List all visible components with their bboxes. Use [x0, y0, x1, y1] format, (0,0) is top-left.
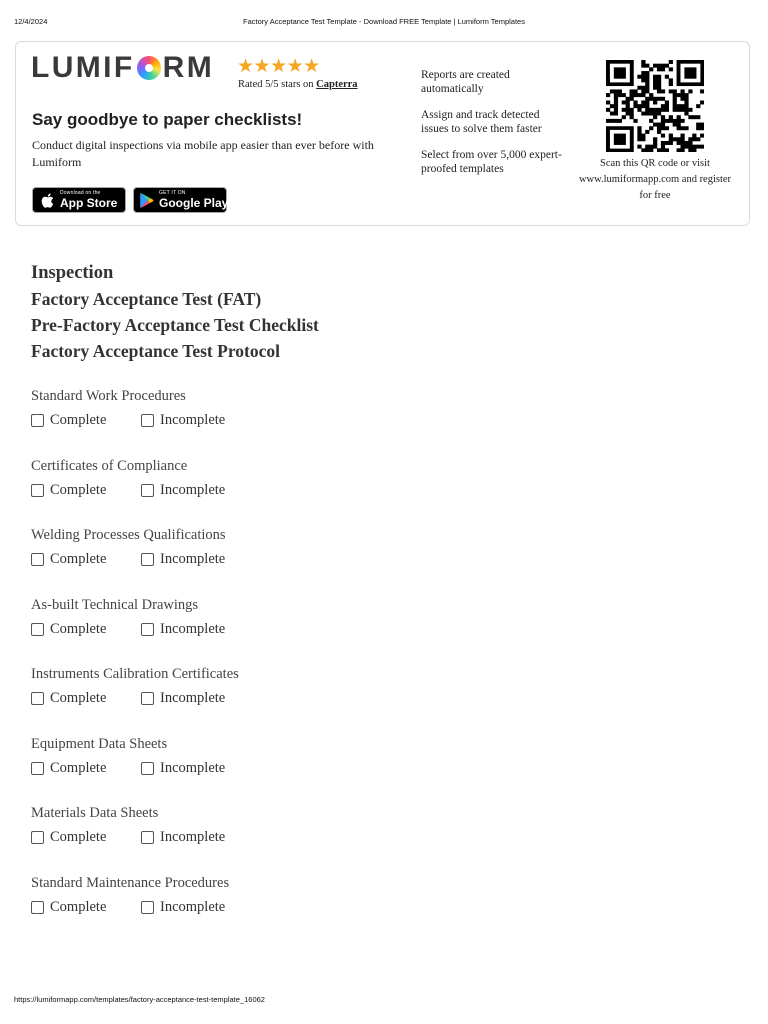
feature-item: Assign and track detected issues to solve them faster	[421, 109, 542, 135]
answer-options	[31, 551, 431, 568]
logo-text-left: LUMIF	[31, 51, 135, 84]
option-complete[interactable]	[31, 551, 141, 568]
checkbox[interactable]	[141, 762, 154, 775]
checklist-item	[31, 664, 431, 734]
checkbox[interactable]	[31, 623, 44, 636]
checkbox[interactable]	[141, 553, 154, 566]
checkbox[interactable]	[141, 901, 154, 914]
answer-options	[31, 482, 431, 499]
question-label: Equipment Data Sheets	[31, 735, 168, 752]
checklist	[31, 386, 431, 942]
question-label: Instruments Calibration Certificates	[31, 666, 239, 682]
print-date: 12/4/2024	[14, 17, 48, 26]
app-store-button[interactable]	[32, 187, 126, 213]
question-label: Standard Work Procedures	[31, 388, 186, 404]
option-incomplete[interactable]	[141, 551, 251, 568]
option-complete[interactable]	[31, 760, 141, 777]
logo-text-right: RM	[162, 51, 215, 84]
option-complete[interactable]	[31, 829, 141, 846]
capterra-link[interactable]: Capterra	[316, 79, 358, 90]
question-label: Welding Processes Qualifications	[31, 527, 226, 543]
qr-code-icon[interactable]	[606, 60, 704, 152]
option-incomplete[interactable]	[141, 412, 251, 429]
option-incomplete[interactable]	[141, 899, 251, 916]
checklist-item	[31, 525, 431, 595]
rating-stars-icon: ★★★★★	[237, 56, 320, 77]
google-play-big-label: Google Play	[159, 196, 229, 210]
template-name: Factory Acceptance Test Protocol	[31, 341, 280, 361]
checkbox[interactable]	[31, 414, 44, 427]
checklist-item	[31, 873, 431, 943]
question-label: Standard Maintenance Procedures	[31, 874, 230, 891]
checkbox[interactable]	[141, 414, 154, 427]
question-label: As-built Technical Drawings	[31, 596, 199, 613]
print-header	[14, 17, 754, 29]
checkbox[interactable]	[31, 553, 44, 566]
checkbox[interactable]	[141, 692, 154, 705]
option-label: Complete	[50, 551, 107, 567]
app-store-big-label: App Store	[60, 196, 118, 210]
option-complete[interactable]	[31, 482, 141, 499]
google-play-small-label: GET IT ON	[159, 190, 186, 196]
option-label: Incomplete	[160, 620, 226, 637]
print-title: Factory Acceptance Test Template - Download FREE Template | Lumiform Templates	[243, 17, 525, 26]
option-label: Incomplete	[160, 829, 226, 845]
rating-label: Rated 5/5 stars on	[238, 79, 314, 90]
checkbox[interactable]	[31, 901, 44, 914]
checkbox[interactable]	[31, 831, 44, 844]
checklist-item	[31, 386, 431, 456]
checkbox[interactable]	[31, 692, 44, 705]
option-label: Complete	[50, 412, 107, 428]
feature-item: Select from over 5,000 expert-proofed templates	[421, 149, 562, 175]
checklist-item	[31, 803, 431, 873]
option-label: Incomplete	[160, 412, 226, 428]
google-play-button[interactable]	[133, 187, 227, 213]
option-complete[interactable]	[31, 621, 141, 638]
google-play-text	[159, 191, 228, 209]
checklist-item	[31, 734, 431, 804]
logo-flower-icon	[137, 56, 161, 80]
option-label: Incomplete	[160, 690, 226, 706]
answer-options	[31, 899, 431, 916]
section-title: Inspection	[31, 263, 114, 283]
answer-options	[31, 621, 431, 638]
question-label: Materials Data Sheets	[31, 805, 159, 821]
checkbox[interactable]	[141, 831, 154, 844]
rating-text	[238, 79, 358, 90]
print-footer-url: https://lumiformapp.com/templates/factory-acceptance-test-template_16062	[14, 995, 265, 1004]
app-store-text	[60, 191, 117, 209]
option-incomplete[interactable]	[141, 760, 251, 777]
google-play-icon	[140, 192, 154, 208]
option-label: Incomplete	[160, 759, 226, 776]
promo-banner	[15, 41, 750, 226]
option-incomplete[interactable]	[141, 829, 251, 846]
option-label: Incomplete	[160, 898, 226, 915]
promo-headline: Say goodbye to paper checklists!	[32, 110, 303, 129]
option-complete[interactable]	[31, 412, 141, 429]
checkbox[interactable]	[31, 762, 44, 775]
checklist-item	[31, 595, 431, 665]
template-name: Pre-Factory Acceptance Test Checklist	[31, 315, 319, 335]
feature-list	[421, 68, 566, 188]
template-name: Factory Acceptance Test (FAT)	[31, 289, 262, 309]
checkbox[interactable]	[31, 484, 44, 497]
option-label: Complete	[50, 898, 107, 915]
answer-options	[31, 760, 431, 777]
option-label: Complete	[50, 620, 107, 637]
option-label: Complete	[50, 690, 107, 706]
promo-subtext: Conduct digital inspections via mobile app easier than ever before with Lumiform	[32, 138, 374, 169]
answer-options	[31, 412, 431, 429]
option-incomplete[interactable]	[141, 621, 251, 638]
option-incomplete[interactable]	[141, 482, 251, 499]
app-store-small-label: Download on the	[60, 190, 101, 196]
option-label: Complete	[50, 759, 107, 776]
question-label: Certificates of Compliance	[31, 457, 188, 474]
lumiform-logo[interactable]	[31, 52, 214, 84]
answer-options	[31, 690, 431, 707]
option-label: Complete	[50, 829, 107, 845]
checklist-item	[31, 456, 431, 526]
option-label: Incomplete	[160, 551, 226, 567]
apple-icon	[39, 192, 55, 208]
answer-options	[31, 829, 431, 846]
checkbox[interactable]	[141, 623, 154, 636]
feature-item: Reports are created automatically	[421, 69, 510, 95]
option-complete[interactable]	[31, 899, 141, 916]
qr-caption: Scan this QR code or visit www.lumiformapp.com and register for free	[578, 158, 732, 201]
option-label: Incomplete	[160, 481, 226, 498]
option-label: Complete	[50, 481, 107, 498]
template-titles	[31, 260, 319, 364]
option-incomplete[interactable]	[141, 690, 251, 707]
checkbox[interactable]	[141, 484, 154, 497]
option-complete[interactable]	[31, 690, 141, 707]
